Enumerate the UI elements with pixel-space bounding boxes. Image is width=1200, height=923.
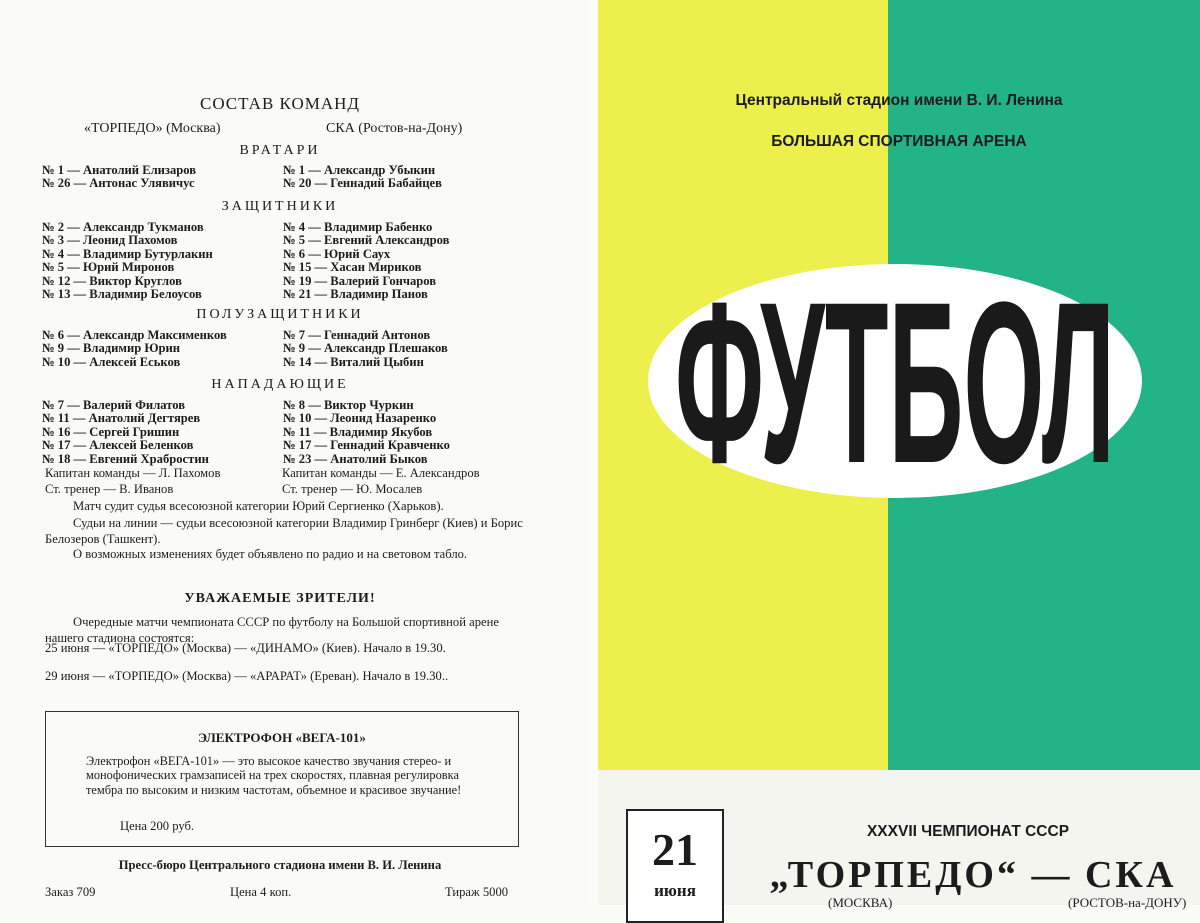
circulation: Тираж 5000 <box>445 885 509 899</box>
player-row: № 21 — Владимир Панов <box>283 287 428 302</box>
home-defenders-list <box>42 221 213 301</box>
player-row: № 14 — Виталий Цыбин <box>283 354 424 369</box>
lineup-page <box>0 0 590 905</box>
player-row: № 17 — Геннадий Кравченко <box>283 438 450 453</box>
away-city: (РОСТОВ-на-ДОНУ) <box>1068 895 1187 910</box>
player-row: № 20 — Геннадий Бабайцев <box>283 176 442 191</box>
notice-title: УВАЖАЕМЫЕ ЗРИТЕЛИ! <box>184 591 376 606</box>
player-row: № 26 — Антонас Улявичус <box>42 176 195 191</box>
player-row: № 10 — Алексей Еськов <box>42 354 181 369</box>
notice-intro: Очередные матчи чемпионата СССР по футболу на Большой спортивной арене нашего стадиона состоятся: <box>45 615 499 645</box>
championship-title: XXXVII ЧЕМПИОНАТ СССР <box>866 823 1070 840</box>
changes-note: О возможных изменениях будет объявлено по радио и на световом табло. <box>73 547 468 561</box>
home-team-name: «ТОРПЕДО» (Москва) <box>84 121 221 136</box>
advertisement-box <box>45 711 519 847</box>
program-price: Цена 4 коп. <box>230 885 292 899</box>
away-coach: Ст. тренер — Ю. Мосалев <box>282 482 423 496</box>
section-heading-forwards: НАПАДАЮЩИЕ <box>211 377 349 392</box>
player-row: № 17 — Алексей Беленков <box>42 438 194 453</box>
player-row: № 5 — Евгений Александров <box>283 233 450 248</box>
player-row: № 2 — Александр Тукманов <box>42 220 204 234</box>
player-row: № 4 — Владимир Бабенко <box>283 220 433 234</box>
player-row: № 6 — Юрий Саух <box>283 246 391 261</box>
home-city: (МОСКВА) <box>828 895 893 910</box>
player-row: № 18 — Евгений Храбростин <box>42 451 209 466</box>
home-midfielders-list <box>42 329 227 369</box>
section-heading-goalkeepers: ВРАТАРИ <box>239 143 321 158</box>
notice-match-1: 25 июня — «ТОРПЕДО» (Москва) — «ДИНАМО» (Киев). Начало в 19.30. <box>45 641 446 655</box>
home-forwards-list <box>42 399 209 466</box>
player-row: № 4 — Владимир Бутурлакин <box>42 246 213 261</box>
referee-note: Матч судит судья всесоюзной категории Юрий Сергиенко (Харьков). <box>73 499 444 513</box>
player-row: № 11 — Владимир Якубов <box>283 424 433 439</box>
player-row: № 11 — Анатолий Дегтярев <box>42 411 201 426</box>
lineup-title: СОСТАВ КОМАНД <box>199 94 361 113</box>
player-row: № 9 — Александр Плешаков <box>283 341 448 356</box>
ad-price: Цена 200 руб. <box>120 819 195 833</box>
press-bureau: Пресс-бюро Центрального стадиона имени В. И. Ленина <box>118 858 442 872</box>
home-coach: Ст. тренер — В. Иванов <box>45 482 174 496</box>
match-date-month: июня <box>654 881 696 900</box>
section-heading-midfielders: ПОЛУЗАЩИТНИКИ <box>196 307 364 322</box>
player-row: № 10 — Леонид Назаренко <box>283 411 437 426</box>
player-row: № 7 — Валерий Филатов <box>42 398 186 412</box>
ad-text: Электрофон «ВЕГА-101» — это высокое качество звучания стерео- и монофонических грамзаписей на трех скоростях, плавная регулировка тембра по высоким и низким частотам, объемное и красивое звучание! <box>86 754 462 797</box>
player-row: № 13 — Владимир Белоусов <box>42 287 202 302</box>
player-row: № 1 — Александр Убыкин <box>283 163 436 177</box>
player-row: № 1 — Анатолий Елизаров <box>42 163 197 177</box>
away-forwards-list <box>283 399 450 466</box>
player-row: № 3 — Леонид Пахомов <box>42 233 178 248</box>
football-logo <box>646 262 1144 500</box>
player-row: № 16 — Сергей Гришин <box>42 424 180 439</box>
order-number: Заказ 709 <box>45 885 96 899</box>
match-date-box <box>626 809 724 923</box>
match-title: „ТОРПЕДО“ — СКА <box>769 854 1177 896</box>
home-goalkeepers-list <box>42 164 196 191</box>
player-row: № 23 — Анатолий Быков <box>283 451 428 466</box>
program-cover <box>598 0 1200 910</box>
away-captain: Капитан команды — Е. Александров <box>282 466 480 480</box>
home-captain: Капитан команды — Л. Пахомов <box>45 466 221 480</box>
away-goalkeepers-list <box>283 164 442 191</box>
player-row: № 9 — Владимир Юрин <box>42 341 181 356</box>
away-defenders-list <box>283 221 449 301</box>
linesmen-note: Судьи на линии — судьи всесоюзной категории Владимир Гринберг (Киев) и Борис Белозеров (Ташкент). <box>45 516 523 546</box>
player-row: № 5 — Юрий Миронов <box>42 260 175 275</box>
football-logo-text: ФУТБОЛ <box>675 262 1115 500</box>
player-row: № 12 — Виктор Круглов <box>42 273 182 288</box>
player-row: № 6 — Александр Максименков <box>42 328 227 342</box>
notice-match-2: 29 июня — «ТОРПЕДО» (Москва) — «АРАРАТ» (Ереван). Начало в 19.30.. <box>45 669 449 683</box>
ad-title: ЭЛЕКТРОФОН «ВЕГА-101» <box>198 730 366 745</box>
player-row: № 7 — Геннадий Антонов <box>283 328 431 342</box>
away-midfielders-list <box>283 329 448 369</box>
stadium-name: Центральный стадион имени В. И. Ленина <box>735 92 1063 109</box>
match-date-day: 21 <box>652 824 698 875</box>
player-row: № 15 — Хасан Мириков <box>283 260 422 275</box>
arena-name: БОЛЬШАЯ СПОРТИВНАЯ АРЕНА <box>771 133 1027 150</box>
away-team-name: СКА (Ростов-на-Дону) <box>326 121 463 136</box>
section-heading-defenders: ЗАЩИТНИКИ <box>221 199 339 214</box>
player-row: № 19 — Валерий Гончаров <box>283 273 437 288</box>
player-row: № 8 — Виктор Чуркин <box>283 398 414 412</box>
